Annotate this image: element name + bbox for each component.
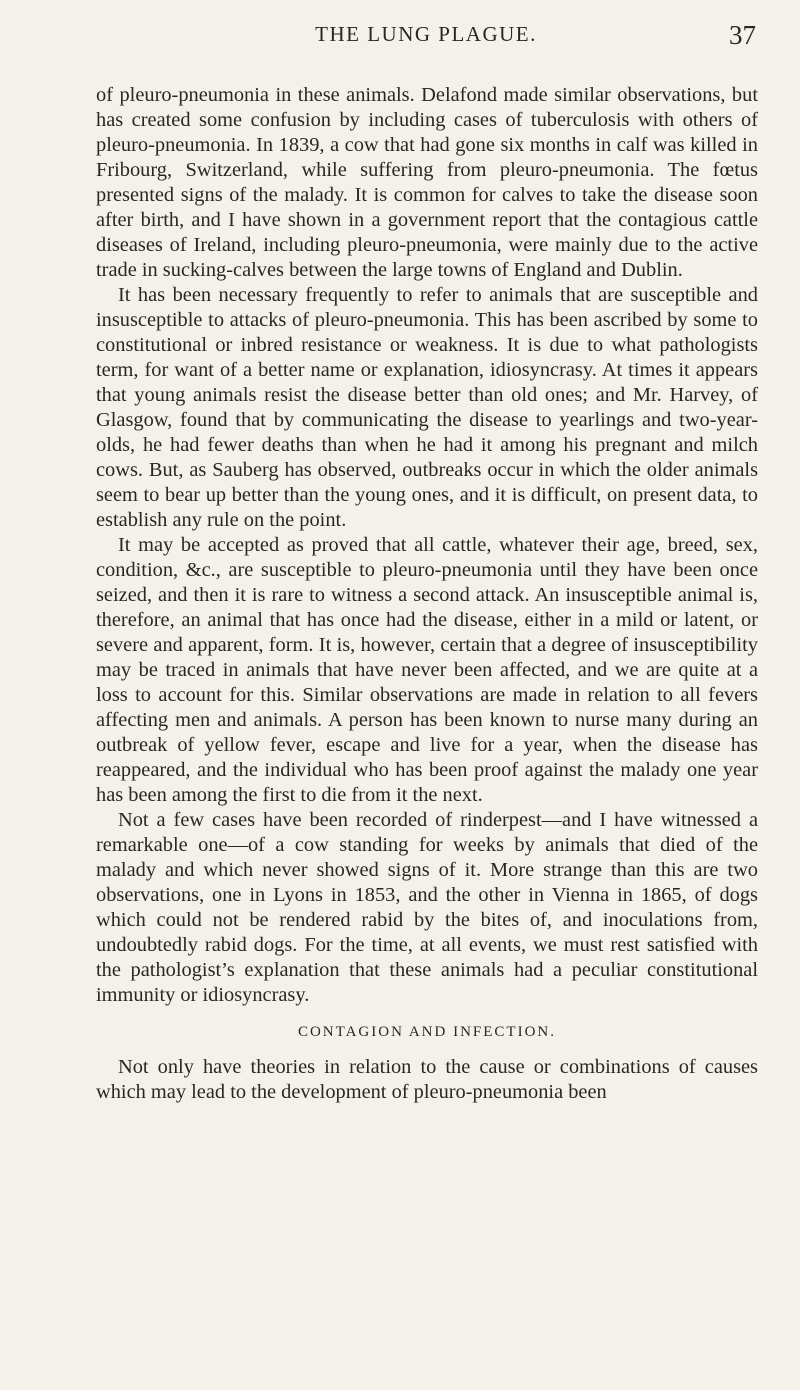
paragraph-1: of pleuro-pneumonia in these animals. Delafond made similar observations, but has created some confusion by including cases of tuberculosis with others of pleuro-pneumonia. In 1839, a cow that had gone six months in calf was killed in Fribourg, Switzerland, while suffering from pleuro-pneumonia. The fœtus presented signs of the malady. It is common for calves to take the disease soon after birth, and I have shown in a government report that the contagious cattle diseases of Ireland, including pleuro-pneumonia, were mainly due to the active trade in sucking-calves between the large towns of England and Dublin. [96, 84, 758, 281]
running-title: THE LUNG PLAGUE. [315, 22, 537, 46]
page-number: 37 [729, 20, 756, 50]
paragraph-3: It may be accepted as proved that all cattle, whatever their age, breed, sex, condition, &c., are susceptible to pleuro-pneumonia until they have been once seized, and then it is rare to witness a second attack. An insusceptible animal is, therefore, an animal that has once had the disease, either in a mild or latent, or severe and apparent, form. It is, however, certain that a degree of insusceptibility may be traced in animals that have never been affected, and we are quite at a loss to account for this. Similar observations are made in relation to all fevers affecting men and animals. A person has been known to nurse many during an outbreak of yellow fever, escape and live for a year, when the disease has reappeared, and the individual who has been proof against the malady one year has been among the first to die from it the next. [96, 534, 758, 806]
body-text [96, 83, 758, 1105]
paragraph-5: Not only have theories in relation to the cause or combinations of causes which may lead to the development of pleuro-pneumonia been [96, 1056, 758, 1103]
paragraph-2: It has been necessary frequently to refer to animals that are susceptible and insusceptible to attacks of pleuro-pneumonia. This has been ascribed by some to constitutional or inbred resistance or weakness. It is due to what pathologists term, for want of a better name or explanation, idiosyncrasy. At times it appears that young animals resist the disease better than old ones; and Mr. Harvey, of Glasgow, found that by communicating the disease to yearlings and two-year-olds, he had fewer deaths than when he had it among his pregnant and milch cows. But, as Sauberg has observed, outbreaks occur in which the older animals seem to bear up better than the young ones, and it is difficult, on present data, to establish any rule on the point. [96, 284, 758, 531]
paragraph-4: Not a few cases have been recorded of rinderpest—and I have witnessed a remarkable one—of a cow standing for weeks by animals that died of the malady and which never showed signs of it. More strange than this are two observations, one in Lyons in 1853, and the other in Vienna in 1865, of dogs which could not be rendered rabid by the bites of, and inoculations from, undoubtedly rabid dogs. For the time, at all events, we must rest satisfied with the pathologist’s explanation that these animals had a peculiar constitutional immunity or idiosyncrasy. [96, 809, 758, 1006]
page-header [96, 22, 756, 72]
section-heading: CONTAGION AND INFECTION. [297, 1024, 557, 1040]
